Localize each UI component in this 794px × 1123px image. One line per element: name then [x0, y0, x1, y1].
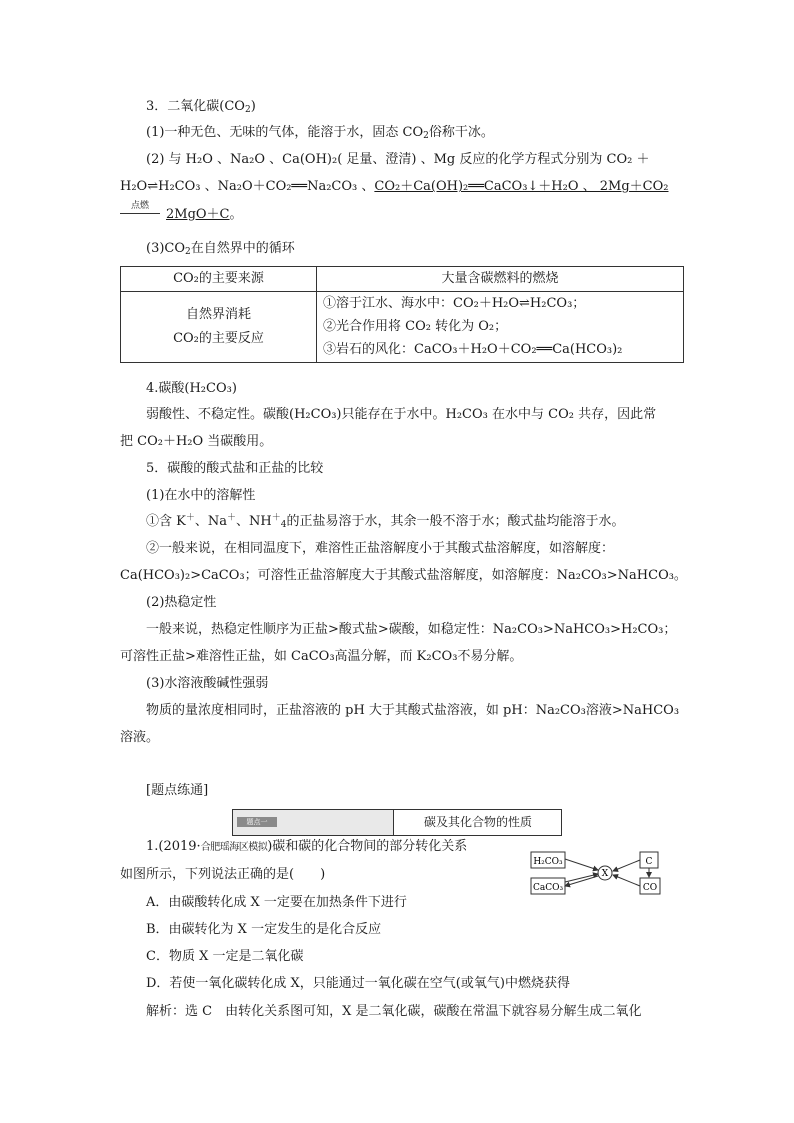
co2-cycle-table: [120, 266, 684, 363]
co-label: CO: [642, 883, 658, 893]
option-c[interactable]: C．物质 X 一定是二氧化碳: [146, 949, 304, 964]
acidity-heading: (3)水溶液酸碱性强弱: [146, 676, 269, 691]
arrow-h2co3-x: [565, 859, 598, 870]
acidity-paragraph1: 物质的量浓度相同时，正盐溶液的 pH 大于其酸式盐溶液，如 pH：Na₂CO₃溶液>NaHCO₃: [146, 703, 680, 718]
section3-heading: 3．二氧化碳$(CO_2)$: [146, 99, 256, 115]
section3-paragraph1: (1)一种无色、无味的气体，能溶于水，固态 $CO_2$俗称干冰。: [146, 125, 494, 141]
caco3-label: CaCO₃: [532, 883, 564, 893]
section3-paragraph2-line2: H₂O⇌H₂CO₃ 、Na₂O＋CO₂══Na₂CO₃ 、CO₂＋Ca(OH)₂══CaCO₃↓＋H₂O 、 2Mg＋CO₂: [120, 179, 669, 194]
thermal-stability-paragraph1: 一般来说，热稳定性顺序为正盐>酸式盐>碳酸，如稳定性：Na₂CO₃>NaHCO₃>H₂CO₃；: [146, 622, 677, 637]
table-header-left: CO₂的主要来源: [121, 267, 317, 292]
table-row-right: ①溶于江水、海水中：CO₂＋H₂O⇌H₂CO₃； ②光合作用将 CO₂ 转化为 O₂； ③岩石的风化：CaCO₃＋H₂O＋CO₂══Ca(HCO₃)₂: [317, 292, 684, 363]
arrow-c-x: [613, 860, 640, 871]
section4-paragraph1: 弱酸性、不稳定性。碳酸(H₂CO₃)只能存在于水中。H₂CO₃ 在水中与 CO₂ 共存，因此常: [146, 407, 657, 422]
thermal-stability-paragraph2: 可溶性正盐>难溶性正盐，如 CaCO₃高温分解，而 K₂CO₃不易分解。: [120, 649, 523, 664]
condition-bar: [120, 213, 160, 214]
section3-paragraph3: $(3)CO_2$在自然界中的循环: [146, 241, 295, 257]
conversion-diagram: [528, 846, 668, 898]
option-b[interactable]: B．由碳转化为 X 一定发生的是化合反应: [146, 922, 382, 937]
banner-title: 碳及其化合物的性质: [423, 815, 532, 829]
section3-paragraph2-line1: (2) 与 H₂O 、Na₂O 、Ca(OH)₂( 足量、澄清) 、Mg 反应的化学方程式分别为 CO₂ ＋: [146, 152, 650, 167]
section5-heading: 5．碳酸的酸式盐和正盐的比较: [146, 461, 324, 476]
solubility-paragraph3: Ca(HCO₃)₂>CaCO₃；可溶性正盐溶解度大于其酸式盐溶解度，如溶解度：Na₂CO₃>NaHCO₃。: [120, 568, 687, 583]
solubility-heading: (1)在水中的溶解性: [146, 488, 256, 503]
question1-stem-line2: 如图所示，下列说法正确的是( ): [120, 867, 326, 882]
section4-paragraph2: 把 CO₂＋H₂O 当碳酸用。: [120, 434, 273, 449]
acidity-paragraph2: 溶液。: [120, 730, 160, 745]
section4-heading: 4.碳酸(H₂CO₃): [146, 381, 237, 396]
topic-banner: [232, 809, 562, 836]
ignition-condition: 点燃: [131, 201, 150, 211]
section3-paragraph2-line3: 2MgO＋C。: [166, 207, 243, 222]
option-a[interactable]: A．由碳酸转化成 X 一定要在加热条件下进行: [146, 895, 407, 910]
x-label: X: [601, 869, 609, 879]
solubility-paragraph2: ②一般来说，在相同温度下，难溶性正盐溶解度小于其酸式盐溶解度，如溶解度：: [146, 541, 615, 556]
c-label: C: [645, 857, 653, 867]
table-row-left: 自然界消耗 CO₂的主要反应: [121, 292, 317, 363]
table-header-row: [121, 267, 684, 292]
question1-stem-line1: 1.(2019·合肥瑶海区模拟)碳和碳的化合物间的部分转化关系: [146, 839, 468, 854]
banner-tag: 题点一: [237, 817, 277, 827]
solubility-paragraph1: ①含 K＋、Na＋、$NH^+_4$的正盐易溶于水，其余一般不溶于水；酸式盐均能溶于水。: [146, 513, 625, 530]
thermal-stability-heading: (2)热稳定性: [146, 595, 217, 610]
table-row: [121, 292, 684, 363]
arrow-co-x: [613, 875, 640, 886]
banner-tag-area: [233, 810, 394, 835]
table-header-right: 大量含碳燃料的燃烧: [317, 267, 684, 292]
practice-label: [题点练通]: [146, 783, 209, 798]
option-d[interactable]: D．若使一氧化碳转化成 X，只能通过一氧化碳在空气(或氧气)中燃烧获得: [146, 976, 570, 991]
analysis-text: 解析：选 C 由转化关系图可知，X 是二氧化碳，碳酸在常温下就容易分解生成二氧化: [146, 1004, 642, 1019]
h2co3-label: H₂CO₃: [533, 857, 563, 867]
